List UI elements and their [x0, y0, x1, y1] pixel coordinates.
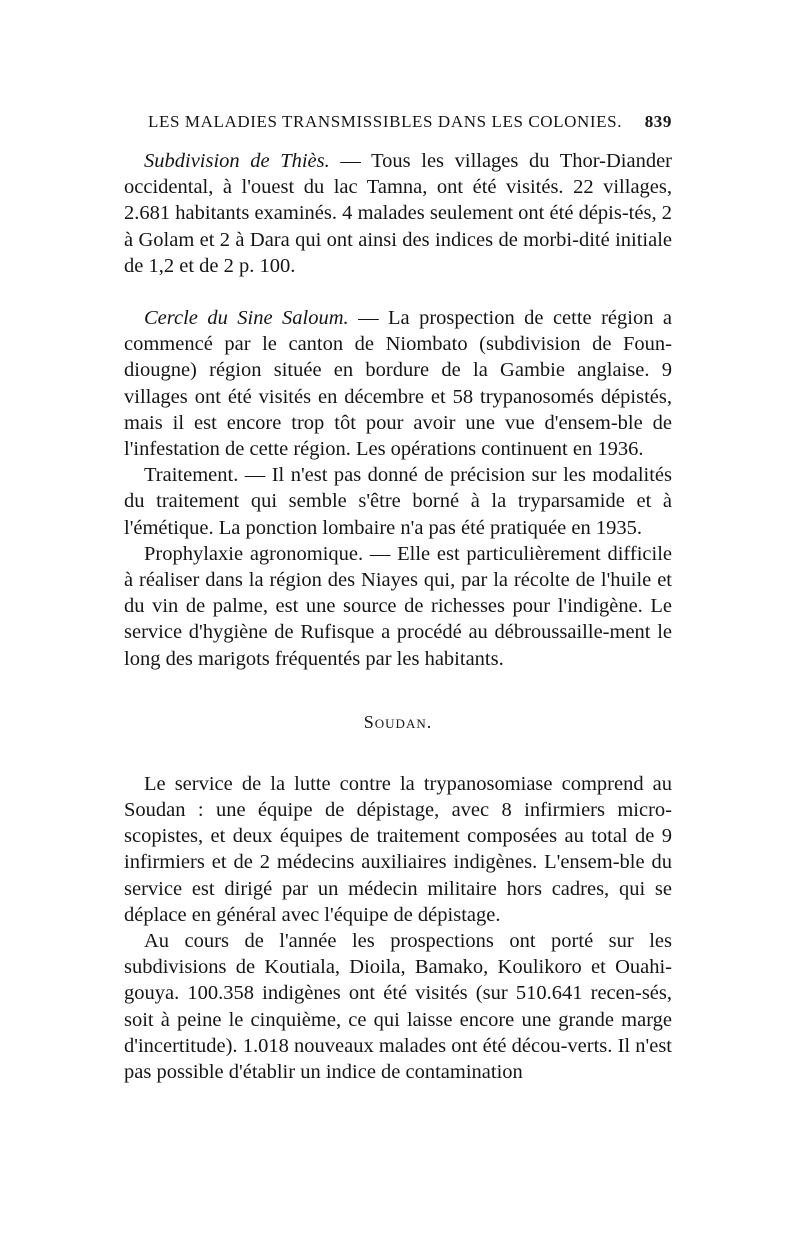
paragraph-soudan-prospections — [124, 928, 672, 1085]
paragraph-gap — [124, 279, 672, 305]
section-title-soudan: Soudan. — [363, 711, 433, 732]
paragraph-text: Prophylaxie agronomique. — Elle est particulièrement difficile à réaliser dans la région des Niayes qui, par la récolte de l'huile et du vin de palme, est une source de richesses pour l'indigène. Le service d'hygiène de Rufisque a procédé au débroussaille-ment le long des marigots fréquentés par les habitants. — [124, 542, 672, 670]
paragraph-text: Traitement. — Il n'est pas donné de précision sur les modalités du traitement qui semble s'être borné à la tryparsamide et à l'émétique. La ponction lombaire n'a pas été pratiquée en 1935. — [124, 464, 672, 539]
subdivision-heading: Subdivision de Thiès. — [144, 150, 330, 172]
paragraph-prophylaxie — [124, 541, 672, 672]
paragraph-text: Le service de la lutte contre la trypanosomiase comprend au Soudan : une équipe de dépistage, avec 8 infirmiers micro-scopistes, et deux équipes de traitement composées au total de 9 infirmiers et de 2 médecins auxiliaires indigènes. L'ensem-ble du service est dirigé par un médecin militaire hors cadres, qui se déplace en général avec l'équipe de dépistage. — [124, 772, 672, 926]
book-page — [124, 112, 672, 1085]
running-header — [124, 112, 672, 148]
paragraph-text: — La prospection de cette région a commencé par le canton de Niombato (subdivision de Foun-diougne) région située en bordure de la Gambie anglaise. 9 villages ont été visités en décembre et 58 trypanosomés dépistés, mais il est encore trop tôt pour avoir une vue d'ensem-ble de l'infestation de cette région. Les opérations continuent en 1936. — [124, 307, 672, 461]
cercle-heading: Cercle du Sine Saloum. — [144, 307, 349, 330]
paragraph-soudan-service — [124, 771, 672, 928]
page-number: 839 — [644, 112, 672, 131]
paragraph-text: — Tous les villages du Thor-Diander occidental, à l'ouest du lac Tamna, ont été visités. 22 villages, 2.681 habitants examinés. 4 malades seulement ont été dépis-tés, 2 à Golam et 2 à Dara qui ont ainsi des indices de morbi-dité initiale de 1,2 et de 2 p. 100. — [124, 150, 673, 277]
paragraph-text: Au cours de l'année les prospections ont porté sur les subdivisions de Koutiala, Dioila, Bamako, Koulikoro et Ouahi-gouya. 100.358 indigènes ont été visités (sur 510.641 recen-sés, soit à peine le cinquième, ce qui laisse encore une grande marge d'incertitude). 1.018 nouveaux malades ont été décou-verts. Il n'est pas possible d'établir un indice de contamination — [124, 930, 672, 1084]
paragraph-sine-saloum — [124, 305, 672, 462]
paragraph-thies — [124, 148, 672, 279]
paragraph-traitement — [124, 462, 672, 541]
running-title: LES MALADIES TRANSMISSIBLES DANS LES COLONIES. — [148, 112, 623, 131]
